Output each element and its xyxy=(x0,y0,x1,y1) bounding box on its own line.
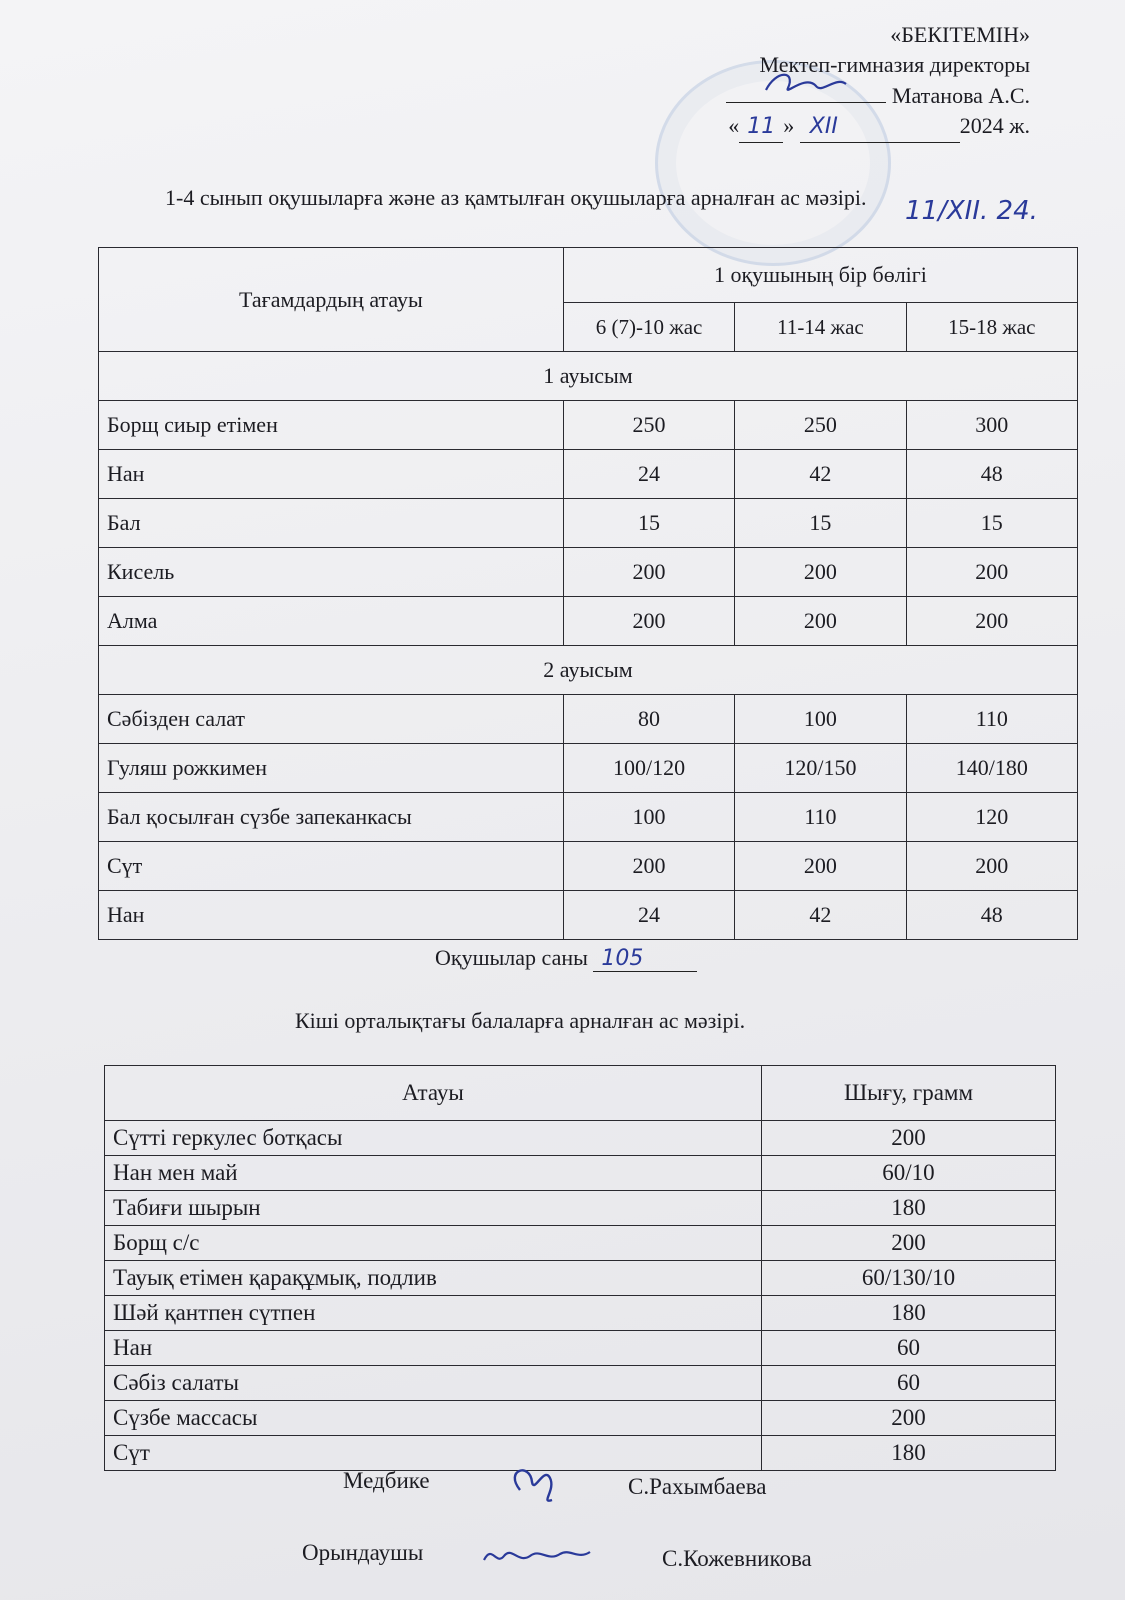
portion-value: 15 xyxy=(735,499,906,548)
col-header-output: Шығу, грамм xyxy=(762,1066,1056,1121)
portion-value: 48 xyxy=(906,891,1077,940)
portion-value: 15 xyxy=(563,499,734,548)
dish-name: Нан xyxy=(99,450,564,499)
output-value: 60/130/10 xyxy=(762,1261,1056,1296)
dish-name: Сәбізден салат xyxy=(99,695,564,744)
table-row xyxy=(99,695,1078,744)
portion-value: 250 xyxy=(735,401,906,450)
dish-name: Борщ сиыр етімен xyxy=(99,401,564,450)
portion-value: 200 xyxy=(735,597,906,646)
table-row xyxy=(99,499,1078,548)
table-row xyxy=(105,1191,1056,1226)
portion-value: 200 xyxy=(563,597,734,646)
date-year: 2024 ж. xyxy=(959,113,1030,138)
dish-name: Сүт xyxy=(99,842,564,891)
dish-name: Сүзбе массасы xyxy=(105,1401,762,1436)
portion-value: 200 xyxy=(906,842,1077,891)
nurse-signature xyxy=(500,1460,580,1506)
dish-name: Табиғи шырын xyxy=(105,1191,762,1226)
portion-value: 100/120 xyxy=(563,744,734,793)
portion-value: 80 xyxy=(563,695,734,744)
portion-value: 120 xyxy=(906,793,1077,842)
approval-director-line xyxy=(726,80,1030,111)
portion-value: 48 xyxy=(906,450,1077,499)
portion-value: 200 xyxy=(735,548,906,597)
dish-name: Алма xyxy=(99,597,564,646)
portion-value: 140/180 xyxy=(906,744,1077,793)
students-count-label: Оқушылар саны xyxy=(435,945,588,970)
portion-value: 200 xyxy=(563,842,734,891)
portion-value: 100 xyxy=(563,793,734,842)
output-value: 180 xyxy=(762,1296,1056,1331)
dish-name: Нан xyxy=(105,1331,762,1366)
table-row xyxy=(105,1296,1056,1331)
approval-block xyxy=(726,20,1030,143)
table-row xyxy=(105,1331,1056,1366)
dish-name: Нан мен май xyxy=(105,1156,762,1191)
menu1-handwritten-date: 11/XII. 24. xyxy=(905,196,1038,226)
output-value: 200 xyxy=(762,1401,1056,1436)
portion-value: 120/150 xyxy=(735,744,906,793)
portion-value: 200 xyxy=(906,597,1077,646)
dish-name: Сәбіз салаты xyxy=(105,1366,762,1401)
portion-value: 110 xyxy=(906,695,1077,744)
portion-value: 250 xyxy=(563,401,734,450)
executor-role: Орындаушы xyxy=(302,1540,424,1565)
shift-2-label: 2 ауысым xyxy=(99,646,1078,695)
table-row xyxy=(99,597,1078,646)
table-row xyxy=(105,1226,1056,1261)
menu2-table xyxy=(104,1065,1056,1471)
approval-date xyxy=(726,111,1030,143)
portion-value: 24 xyxy=(563,450,734,499)
portion-value: 200 xyxy=(735,842,906,891)
students-count-value: 105 xyxy=(593,946,697,972)
output-value: 60 xyxy=(762,1331,1056,1366)
portion-value: 42 xyxy=(735,891,906,940)
approval-position: Мектеп-гимназия директоры xyxy=(759,52,1030,77)
dish-name: Шәй қантпен сүтпен xyxy=(105,1296,762,1331)
director-signature-scribble xyxy=(726,66,886,100)
output-value: 60/10 xyxy=(762,1156,1056,1191)
col-header-age-1: 6 (7)-10 жас xyxy=(563,303,734,352)
date-close-quote: » xyxy=(783,113,795,138)
dish-name: Сүтті геркулес ботқасы xyxy=(105,1121,762,1156)
dish-name: Сүт xyxy=(105,1436,762,1471)
table-row xyxy=(99,744,1078,793)
director-signature xyxy=(726,80,886,103)
dish-name: Борщ с/с xyxy=(105,1226,762,1261)
portion-value: 200 xyxy=(906,548,1077,597)
menu2-title: Кіші орталықтағы балаларға арналған ас мәзірі. xyxy=(295,1008,746,1033)
table-row xyxy=(105,1436,1056,1471)
output-value: 200 xyxy=(762,1226,1056,1261)
students-count-line xyxy=(435,945,697,972)
output-value: 60 xyxy=(762,1366,1056,1401)
dish-name: Бал xyxy=(99,499,564,548)
approval-heading: «БЕКІТЕМІН» xyxy=(890,22,1030,47)
table-row xyxy=(99,548,1078,597)
portion-value: 200 xyxy=(563,548,734,597)
dish-name: Тауық етімен қарақұмық, подлив xyxy=(105,1261,762,1296)
dish-name: Гуляш рожкимен xyxy=(99,744,564,793)
nurse-role: Медбике xyxy=(343,1468,430,1493)
table-row xyxy=(105,1261,1056,1296)
table-row xyxy=(99,891,1078,940)
output-value: 200 xyxy=(762,1121,1056,1156)
col-header-age-2: 11-14 жас xyxy=(735,303,906,352)
col-header-name: Атауы xyxy=(105,1066,762,1121)
date-month: XII xyxy=(800,112,960,143)
portion-value: 24 xyxy=(563,891,734,940)
dish-name: Нан xyxy=(99,891,564,940)
date-open-quote: « xyxy=(728,113,740,138)
nurse-name: С.Рахымбаева xyxy=(628,1474,767,1499)
table-row xyxy=(105,1156,1056,1191)
col-header-age-3: 15-18 жас xyxy=(906,303,1077,352)
approval-director: Матанова А.С. xyxy=(891,83,1030,108)
executor-name: С.Кожевникова xyxy=(662,1546,812,1571)
dish-name: Бал қосылған сүзбе запеканкасы xyxy=(99,793,564,842)
portion-value: 110 xyxy=(735,793,906,842)
table-row xyxy=(99,842,1078,891)
col-header-name: Тағамдардың атауы xyxy=(99,248,564,352)
output-value: 180 xyxy=(762,1191,1056,1226)
table-row xyxy=(99,401,1078,450)
date-day: 11 xyxy=(739,112,783,143)
table-row xyxy=(105,1121,1056,1156)
col-header-portion: 1 оқушының бір бөлігі xyxy=(563,248,1077,303)
portion-value: 300 xyxy=(906,401,1077,450)
table-row xyxy=(105,1366,1056,1401)
executor-signature xyxy=(478,1536,598,1582)
menu1-title: 1-4 сынып оқушыларға және аз қамтылған оқушыларға арналған ас мәзірі. xyxy=(165,185,867,210)
shift-1-label: 1 ауысым xyxy=(99,352,1078,401)
portion-value: 42 xyxy=(735,450,906,499)
menu1-table xyxy=(98,247,1078,940)
output-value: 180 xyxy=(762,1436,1056,1471)
portion-value: 15 xyxy=(906,499,1077,548)
table-row xyxy=(99,450,1078,499)
table-row xyxy=(105,1401,1056,1436)
dish-name: Кисель xyxy=(99,548,564,597)
table-row xyxy=(99,793,1078,842)
portion-value: 100 xyxy=(735,695,906,744)
